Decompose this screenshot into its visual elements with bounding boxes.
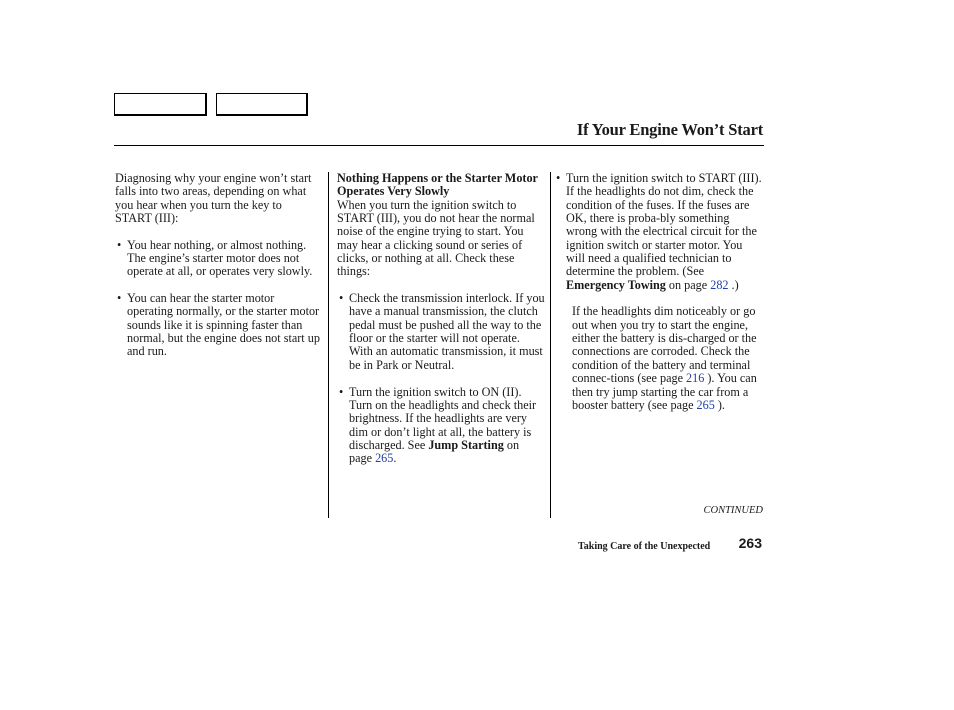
continued-label: CONTINUED <box>703 505 763 516</box>
column-3 <box>556 171 763 412</box>
bullet-item: • Check the transmission interlock. If you have a manual transmission, the clutch pedal must be pushed all the way to the floor or the starter will not operate. With an automatic transmission, it must be in Park or Neutral. <box>339 291 545 372</box>
bullet-icon: • <box>339 384 344 399</box>
bullet-icon: • <box>117 291 122 306</box>
bullet-item: • Turn the ignition switch to START (III). If the headlights do not dim, check the condition of the fuses. If the fuses are OK, there is proba-bly something wrong with the electrical circuit for the ignition switch or starter motor. You will need a qualified technician to determine the problem. (See Emergency Towing on page 282 .) <box>556 171 762 292</box>
column-divider-1 <box>328 172 329 518</box>
nav-box-index[interactable] <box>216 93 308 116</box>
bullet-item: • Turn the ignition switch to ON (II). Turn on the headlights and check their brightness. If the headlights are very dim or don’t light at all, the battery is discharged. See Jump Starting on page 265. <box>339 384 537 466</box>
title-divider <box>114 145 764 146</box>
battery-paragraph: If the headlights dim noticeably or go out when you try to start the engine, either the battery is dis-charged or the connections are corroded. Check the condition of the battery and terminal connec-tions (see page 216 ). You can then try jump starting the car from a booster battery (see page 265 ). <box>572 304 757 412</box>
bullet-icon: • <box>556 171 561 185</box>
column-divider-2 <box>550 172 551 518</box>
bullet-icon: • <box>117 237 122 252</box>
column-2 <box>337 172 545 466</box>
intro-paragraph: Diagnosing why your engine won’t start falls into two areas, depending on what you hear when you turn the key to START (III): <box>115 171 312 226</box>
page-link-282[interactable]: 282 <box>710 277 729 292</box>
footer-section-title: Taking Care of the Unexpected <box>578 541 711 552</box>
cross-reference-title: Jump Starting <box>428 437 504 452</box>
bullet-icon: • <box>339 291 344 306</box>
page-title: If Your Engine Won’t Start <box>576 120 763 139</box>
bullet-item: • You hear nothing, or almost nothing. The engine’s starter motor does not operate at all, or operates very slowly. <box>117 237 313 279</box>
section-heading: Nothing Happens or the Starter Motor Operates Very Slowly <box>337 171 538 199</box>
nav-box-contents[interactable] <box>114 93 207 116</box>
page-link-265[interactable]: 265 <box>375 451 394 466</box>
section-intro: When you turn the ignition switch to START (III), you do not hear the normal noise of the engine trying to start. You may hear a clicking sound or series of clicks, or nothing at all. Check these things: <box>337 197 535 279</box>
page-link-216[interactable]: 216 <box>686 371 705 386</box>
page-number: 263 <box>738 535 762 551</box>
page-link-265[interactable]: 265 <box>696 397 715 412</box>
bullet-item: • You can hear the starter motor operating normally, or the starter motor sounds like it is spinning faster than normal, but the engine does not start up and run. <box>117 291 320 359</box>
column-1 <box>115 172 320 359</box>
cross-reference-title: Emergency Towing <box>566 277 666 292</box>
